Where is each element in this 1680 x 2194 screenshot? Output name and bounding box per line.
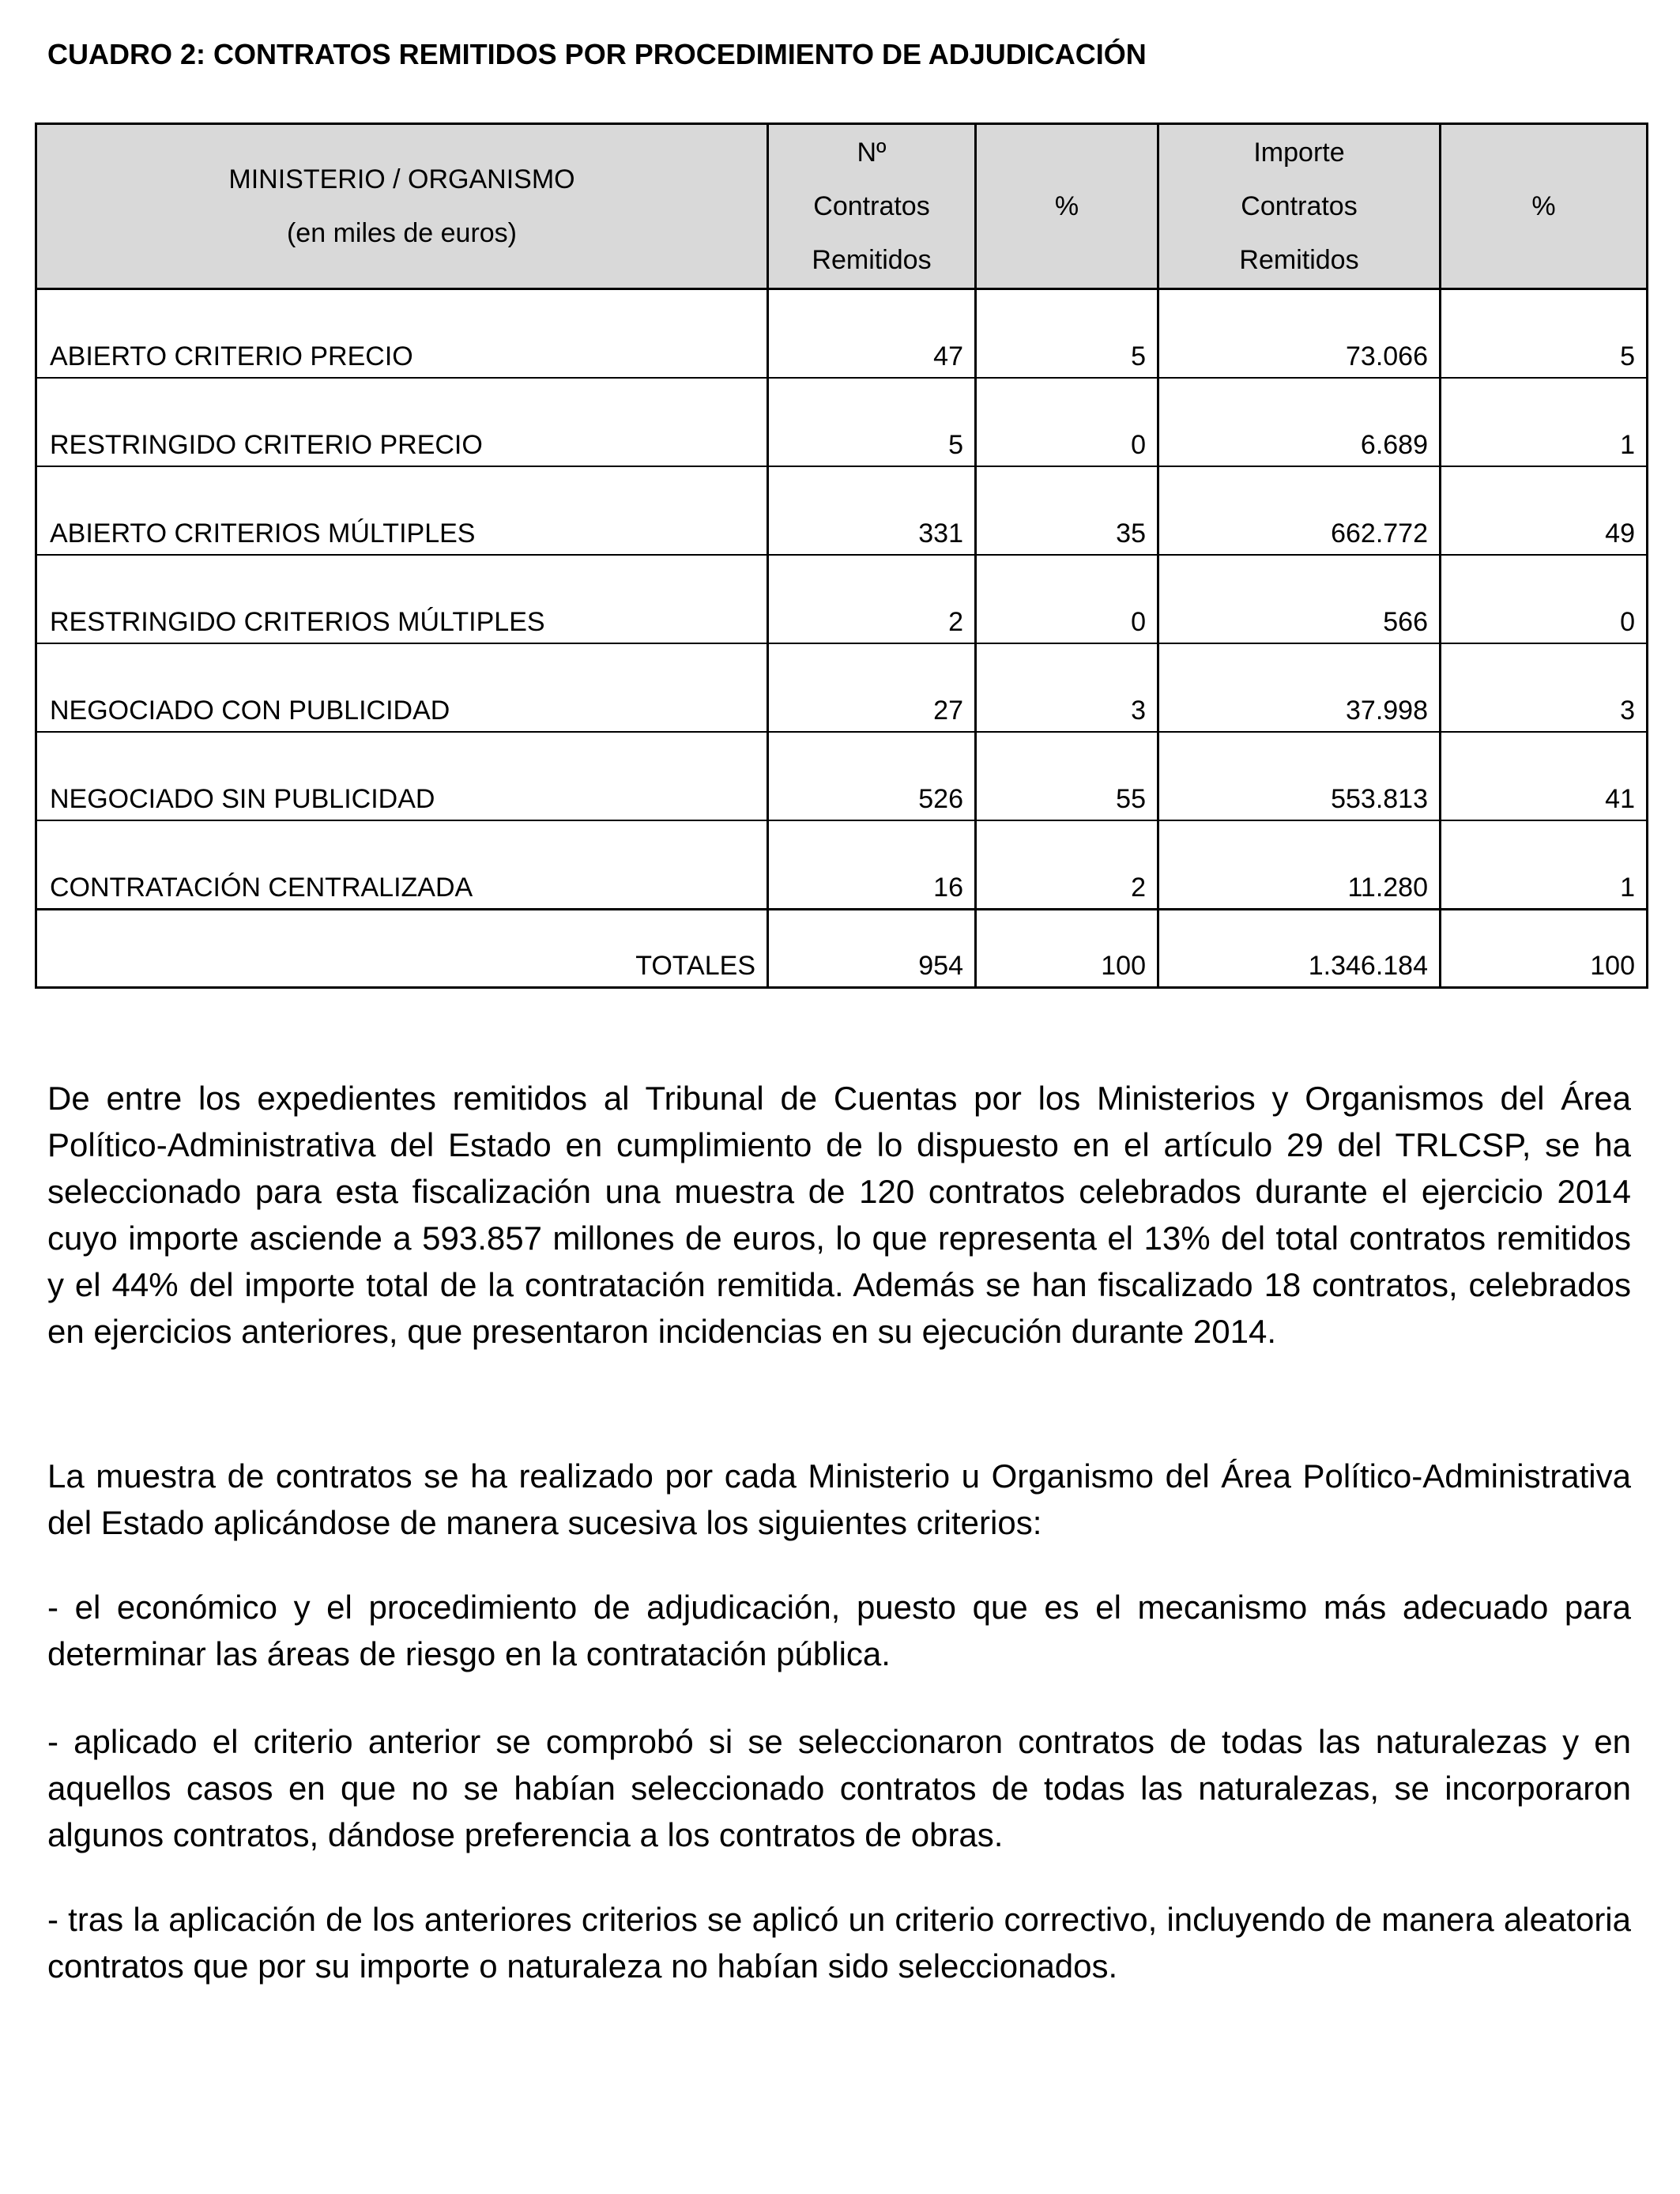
row-label: ABIERTO CRITERIO PRECIO xyxy=(36,289,768,379)
header-pct-contratos xyxy=(976,124,1158,289)
cell-importe: 6.689 xyxy=(1158,378,1441,466)
row-label: RESTRINGIDO CRITERIO PRECIO xyxy=(36,378,768,466)
cell-importe: 553.813 xyxy=(1158,732,1441,820)
cell-num: 526 xyxy=(768,732,976,820)
cell-pct-importe: 0 xyxy=(1441,555,1648,643)
row-label: NEGOCIADO SIN PUBLICIDAD xyxy=(36,732,768,820)
header-line: MINISTERIO / ORGANISMO xyxy=(228,164,575,194)
table-row xyxy=(36,555,1648,643)
table-row xyxy=(36,732,1648,820)
total-num: 954 xyxy=(768,910,976,988)
cell-num: 2 xyxy=(768,555,976,643)
cell-importe: 662.772 xyxy=(1158,466,1441,555)
cell-importe: 73.066 xyxy=(1158,289,1441,379)
cell-importe: 11.280 xyxy=(1158,820,1441,910)
row-label: CONTRATACIÓN CENTRALIZADA xyxy=(36,820,768,910)
cell-pct-num: 3 xyxy=(976,643,1158,732)
cell-importe: 566 xyxy=(1158,555,1441,643)
cell-pct-num: 2 xyxy=(976,820,1158,910)
header-importe xyxy=(1158,124,1441,289)
cell-pct-importe: 1 xyxy=(1441,378,1648,466)
table-row xyxy=(36,820,1648,910)
cell-pct-importe: 49 xyxy=(1441,466,1648,555)
header-line: Nº xyxy=(857,138,887,168)
totals-label: TOTALES xyxy=(36,910,768,988)
cell-pct-importe: 41 xyxy=(1441,732,1648,820)
header-line: (en miles de euros) xyxy=(286,218,517,248)
table-header-row xyxy=(36,124,1648,289)
header-line: Importe xyxy=(1253,138,1345,168)
paragraph-criterion-2: - aplicado el criterio anterior se comprobó si se seleccionaron contratos de todas las naturalezas y en aquellos casos en que no se habían seleccionado contratos de todas las naturalezas, se incorporaron algunos contratos, dándose preferencia a los contratos de obras. xyxy=(47,1723,1631,1853)
header-line: % xyxy=(1531,191,1556,221)
total-pct-importe: 100 xyxy=(1441,910,1648,988)
paragraph-criterion-3: - tras la aplicación de los anteriores criterios se aplicó un criterio correctivo, incluyendo de manera aleatoria contratos que por su importe o naturaleza no habían sido seleccionados. xyxy=(47,1901,1631,1985)
header-line: % xyxy=(1054,191,1079,221)
totals-row xyxy=(36,910,1648,988)
cell-num: 5 xyxy=(768,378,976,466)
cell-pct-num: 0 xyxy=(976,378,1158,466)
header-line: Contratos xyxy=(813,191,930,221)
table-row xyxy=(36,378,1648,466)
cell-num: 27 xyxy=(768,643,976,732)
cell-pct-importe: 5 xyxy=(1441,289,1648,379)
cell-pct-importe: 3 xyxy=(1441,643,1648,732)
table-title: CUADRO 2: CONTRATOS REMITIDOS POR PROCEDIMIENTO DE ADJUDICACIÓN xyxy=(47,38,1147,70)
table-row xyxy=(36,289,1648,379)
total-importe: 1.346.184 xyxy=(1158,910,1441,988)
header-pct-importe xyxy=(1441,124,1648,289)
cell-pct-num: 55 xyxy=(976,732,1158,820)
cell-num: 16 xyxy=(768,820,976,910)
cell-num: 331 xyxy=(768,466,976,555)
row-label: ABIERTO CRITERIOS MÚLTIPLES xyxy=(36,466,768,555)
paragraph-criterion-1: - el económico y el procedimiento de adjudicación, puesto que es el mecanismo más adecuado para determinar las áreas de riesgo en la contratación pública. xyxy=(47,1589,1631,1672)
cell-importe: 37.998 xyxy=(1158,643,1441,732)
table-row xyxy=(36,643,1648,732)
cell-num: 47 xyxy=(768,289,976,379)
header-ministerio xyxy=(36,124,768,289)
table-row xyxy=(36,466,1648,555)
cell-pct-num: 5 xyxy=(976,289,1158,379)
header-num-contratos xyxy=(768,124,976,289)
total-pct-num: 100 xyxy=(976,910,1158,988)
header-line: Remitidos xyxy=(812,245,932,275)
row-label: RESTRINGIDO CRITERIOS MÚLTIPLES xyxy=(36,555,768,643)
paragraph-criteria-intro: La muestra de contratos se ha realizado por cada Ministerio u Organismo del Área Político-Administrativa del Estado aplicándose de manera sucesiva los siguientes criterios: xyxy=(47,1457,1631,1541)
paragraph-intro: De entre los expedientes remitidos al Tribunal de Cuentas por los Ministerios y Organismos del Área Político-Administrativa del Estado en cumplimiento de lo dispuesto en el artículo 29 del TRLCSP, se ha seleccionado para esta fiscalización una muestra de 120 contratos celebrados durante el ejercicio 2014 cuyo importe asciende a 593.857 millones de euros, lo que representa el 13% del total contratos remitidos y el 44% del importe total de la contratación remitida. Además se han fiscalizado 18 contratos, celebrados en ejercicios anteriores, que presentaron incidencias en su ejecución durante 2014. xyxy=(47,1080,1631,1350)
cell-pct-num: 35 xyxy=(976,466,1158,555)
cell-pct-num: 0 xyxy=(976,555,1158,643)
row-label: NEGOCIADO CON PUBLICIDAD xyxy=(36,643,768,732)
contracts-table xyxy=(35,123,1648,989)
cell-pct-importe: 1 xyxy=(1441,820,1648,910)
header-line: Remitidos xyxy=(1239,245,1359,275)
header-line: Contratos xyxy=(1241,191,1358,221)
